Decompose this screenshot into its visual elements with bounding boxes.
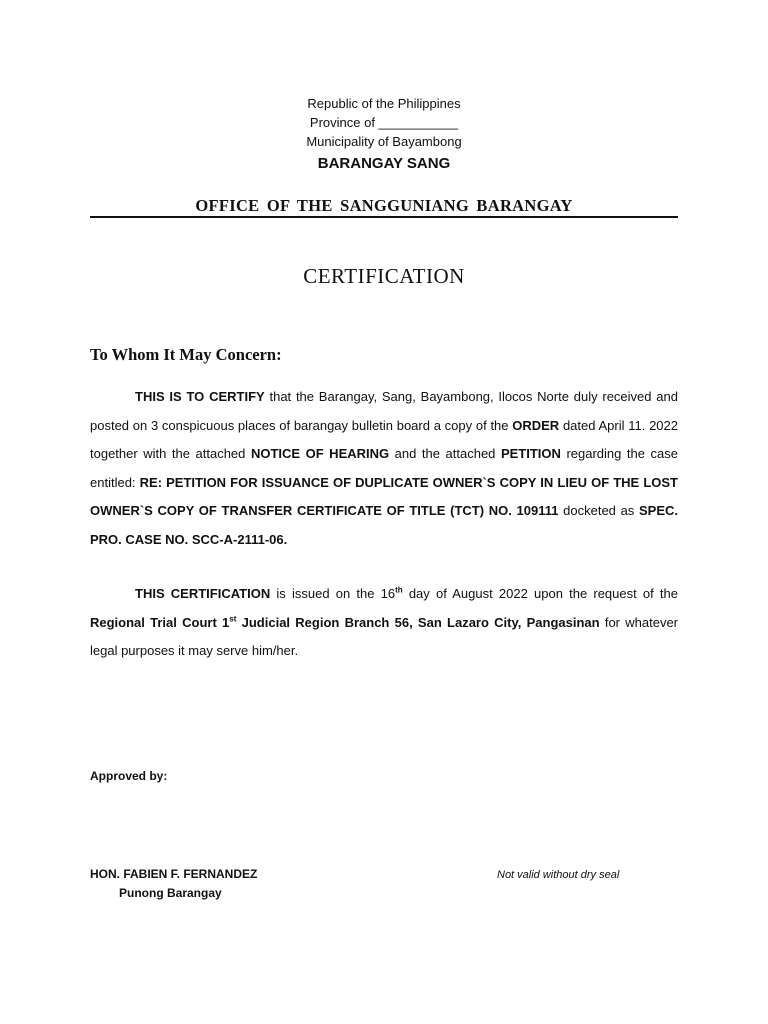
heading-divider [90,216,678,218]
paragraph-text: day of August 2022 upon the request of the [402,586,678,601]
case-number: SPEC. PRO. CASE NO. SCC-A-2111-06. [90,503,678,547]
barangay-line: BARANGAY SANG [317,155,451,172]
country-line: Republic of the Philippines [307,96,461,111]
paragraph-text: that the Barangay, Sang, Bayambong, Ilocos Norte duly received and posted on 3 conspicuous places of barangay bulletin board a copy of the [90,389,678,433]
order-label: ORDER [512,417,560,433]
office-heading: OFFICE OF THE SANGGUNIANG BARANGAY [195,196,573,215]
certification-phrase: THIS CERTIFICATION [135,586,271,601]
salutation: To Whom It May Concern: [90,345,282,364]
notice-label: NOTICE OF HEARING [250,446,390,461]
paragraph-text: regarding the case entitled: [90,446,678,490]
document-title: CERTIFICATION [303,264,465,288]
certification-paragraph [90,383,678,554]
certify-phrase: THIS IS TO CERTIFY [135,389,265,404]
court-branch: Judicial Region Branch 56, San Lazaro City, Pangasinan [236,614,600,630]
paragraph-text: dated April 11. 2022 together with the attached [90,417,678,461]
province-line: Province of ___________ [309,115,459,130]
paragraph-text: is issued on the 16 [270,586,396,601]
paragraph-text: for whatever legal purposes it may serve him/her. [90,614,679,658]
municipality-line: Municipality of Bayambong [306,134,462,149]
paragraph-text: and the attached [389,446,501,461]
case-title: RE: PETITION FOR ISSUANCE OF DUPLICATE OWNER`S COPY IN LIEU OF THE LOST OWNER`S COPY OF TRANSFER CERTIFICATE OF TITLE (TCT) NO. 109111 [90,474,678,518]
signer-name: HON. FABIEN F. FERNANDEZ [90,867,258,881]
region-ordinal: st [229,614,237,624]
letterhead [0,94,768,176]
approved-by-label: Approved by: [90,769,168,783]
issuance-paragraph [90,580,678,666]
paragraph-text: docketed as [558,503,639,518]
petition-label: PETITION [500,446,561,461]
day-ordinal: th [395,585,403,595]
signer-title: Punong Barangay [119,886,222,900]
dry-seal-note: Not valid without dry seal [497,869,620,881]
court-name: Regional Trial Court 1 [90,614,230,630]
